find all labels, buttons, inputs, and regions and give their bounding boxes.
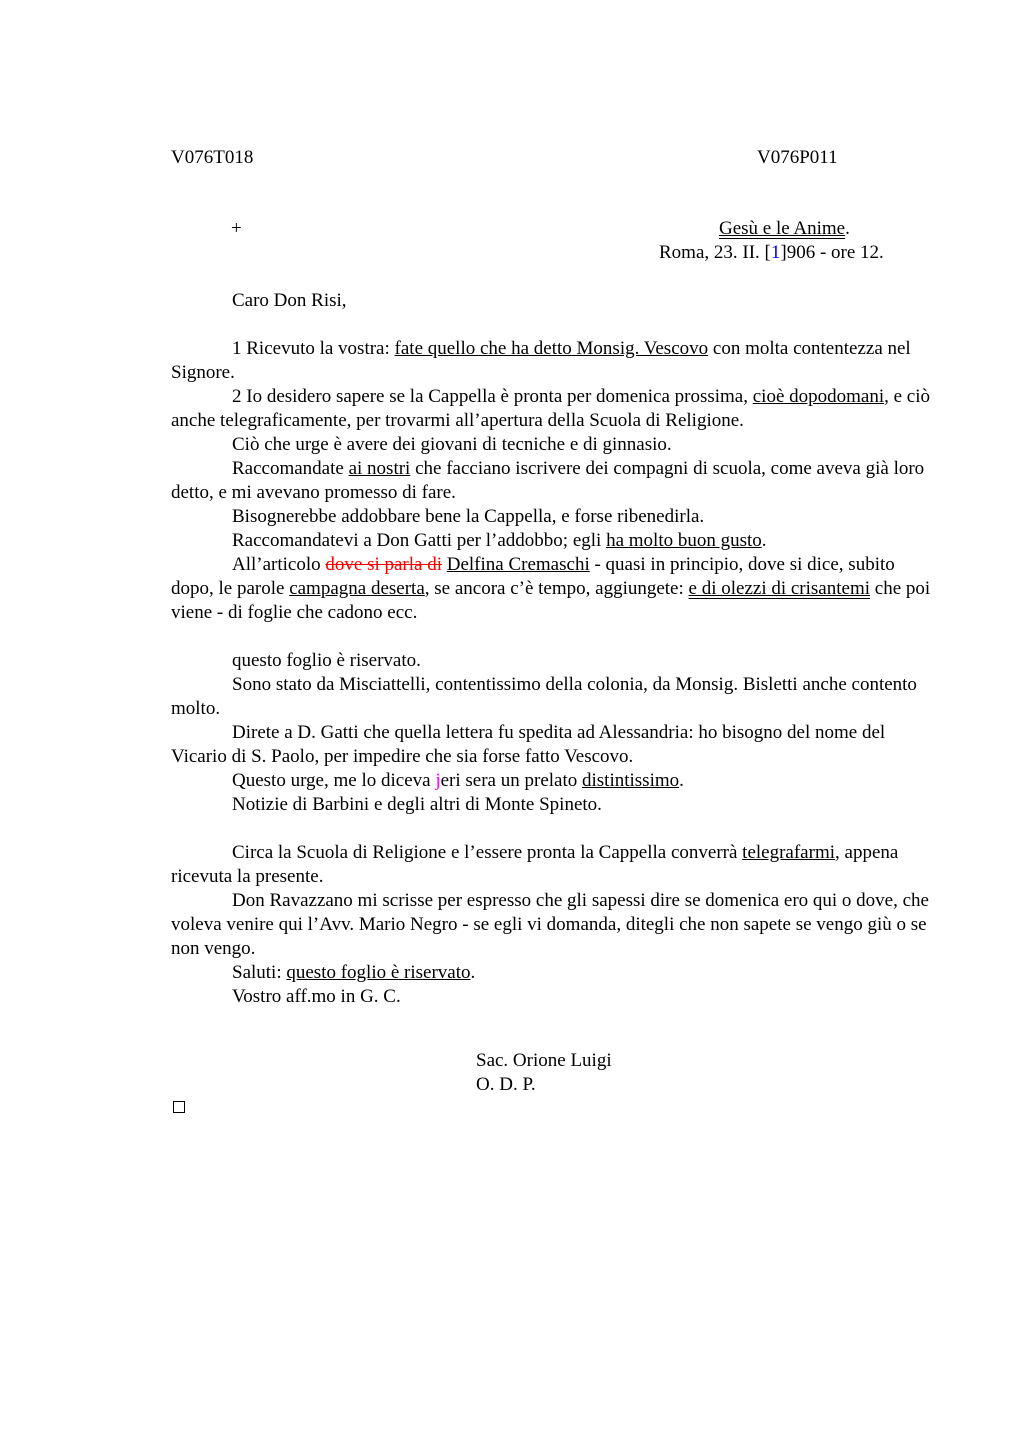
date-editorial-digit: 1 xyxy=(770,242,781,263)
document-code-right: V076P011 xyxy=(757,147,838,168)
p2-text-a: 2 Io desidero sapere se la Cappella è pronta per domenica prossima, xyxy=(232,386,753,407)
paragraph-4 xyxy=(171,457,931,505)
p13-text-b: , appena ricevuta la presente. xyxy=(171,842,899,887)
p11-underlined: distintissimo xyxy=(582,770,680,791)
p7-double-underlined: e di olezzi di crisantemi xyxy=(688,578,871,599)
paragraph-13 xyxy=(171,841,931,889)
letter-body xyxy=(171,337,931,1009)
paragraph-6 xyxy=(171,529,931,553)
paragraph-3: Ciò che urge è avere dei giovani di tecniche e di ginnasio. xyxy=(232,434,672,455)
paragraph-2 xyxy=(171,385,931,433)
p6-underlined: ha molto buon gusto xyxy=(606,530,762,551)
date-suffix: ]906 - ore 12. xyxy=(780,242,884,263)
signature-name: Sac. Orione Luigi xyxy=(476,1050,612,1071)
p11-highlighted-letter: j xyxy=(435,770,441,791)
paragraph-9: Sono stato da Misciattelli, contentissimo della colonia, da Monsig. Bisletti anche contento molto. xyxy=(171,674,917,719)
p7-text-d: che poi viene - di foglie che cadono ecc. xyxy=(171,578,931,623)
p15-text-a: Saluti: xyxy=(232,962,287,983)
p4-text-b: che facciano iscrivere dei compagni di scuola, come aveva già loro detto, e mi avevano promesso di fare. xyxy=(171,458,925,503)
p4-underlined: ai nostri xyxy=(348,458,411,479)
p1-text-a: 1 Ricevuto la vostra: xyxy=(232,338,395,359)
date-prefix: Roma, 23. II. [ xyxy=(659,242,771,263)
p2-text-b: , e ciò anche telegraficamente, per trovarmi all’apertura della Scuola di Religione. xyxy=(171,386,931,431)
p1-underlined: fate quello che ha detto Monsig. Vescovo xyxy=(394,338,709,359)
paragraph-10: Direte a D. Gatti che quella lettera fu spedita ad Alessandria: ho bisogno del nome del Vicario di S. Paolo, per impedire che sia forse fatto Vescovo. xyxy=(171,722,886,767)
p15-underlined: questo foglio è riservato xyxy=(286,962,471,983)
p11-text-b: eri sera un prelato xyxy=(440,770,582,791)
p13-text-a: Circa la Scuola di Religione e l’essere pronta la Cappella converrà xyxy=(232,842,743,863)
paragraph-8: questo foglio è riservato. xyxy=(232,650,421,671)
paragraph-12: Notizie di Barbini e degli altri di Monte Spineto. xyxy=(232,794,602,815)
date-line xyxy=(659,241,884,265)
paragraph-11 xyxy=(171,769,931,793)
paragraph-1 xyxy=(171,337,931,385)
p7-text-b: - quasi in principio, dove si dice, subito dopo, le parole xyxy=(171,554,895,599)
p7-struck-text: dove si parla di xyxy=(325,554,442,575)
p11-text-a: Questo urge, me lo diceva xyxy=(232,770,436,791)
p7-text-a: All’articolo xyxy=(232,554,326,575)
p7-text-c: , se ancora c’è tempo, aggiungete: xyxy=(424,578,689,599)
p7-underlined-name: Delfina Cremaschi xyxy=(446,554,590,575)
p1-text-b: con molta contentezza nel Signore. xyxy=(171,338,911,383)
p11-text-c: . xyxy=(679,770,684,791)
signature-order: O. D. P. xyxy=(476,1074,536,1095)
salutation: Caro Don Risi, xyxy=(232,290,347,311)
p6-text-a: Raccomandatevi a Don Gatti per l’addobbo; egli xyxy=(232,530,607,551)
document-code-left: V076T018 xyxy=(171,147,254,168)
p4-text-a: Raccomandate xyxy=(232,458,349,479)
cross-symbol: + xyxy=(231,218,242,239)
paragraph-14: Don Ravazzano mi scrisse per espresso che gli sapessi dire se domenica ero qui o dove, che voleva venire qui l’Avv. Mario Negro - se egli vi domanda, ditegli che non sapete se vengo giù o se non vengo. xyxy=(171,890,929,959)
paragraph-15 xyxy=(171,961,931,985)
p7-underlined-phrase: campagna deserta xyxy=(289,578,425,599)
paragraph-5: Bisognerebbe addobbare bene la Cappella, e forse ribenedirla. xyxy=(232,506,705,527)
p6-text-b: . xyxy=(761,530,767,551)
p15-text-b: . xyxy=(470,962,476,983)
end-square-icon xyxy=(173,1101,185,1113)
paragraph-16: Vostro aff.mo in G. C. xyxy=(232,986,401,1007)
motto xyxy=(719,217,850,241)
motto-period: . xyxy=(845,218,850,239)
p13-underlined: telegrafarmi xyxy=(742,842,836,863)
paragraph-7 xyxy=(171,553,931,625)
p2-underlined: cioè dopodomani xyxy=(752,386,885,407)
motto-text: Gesù e le Anime xyxy=(719,218,846,239)
